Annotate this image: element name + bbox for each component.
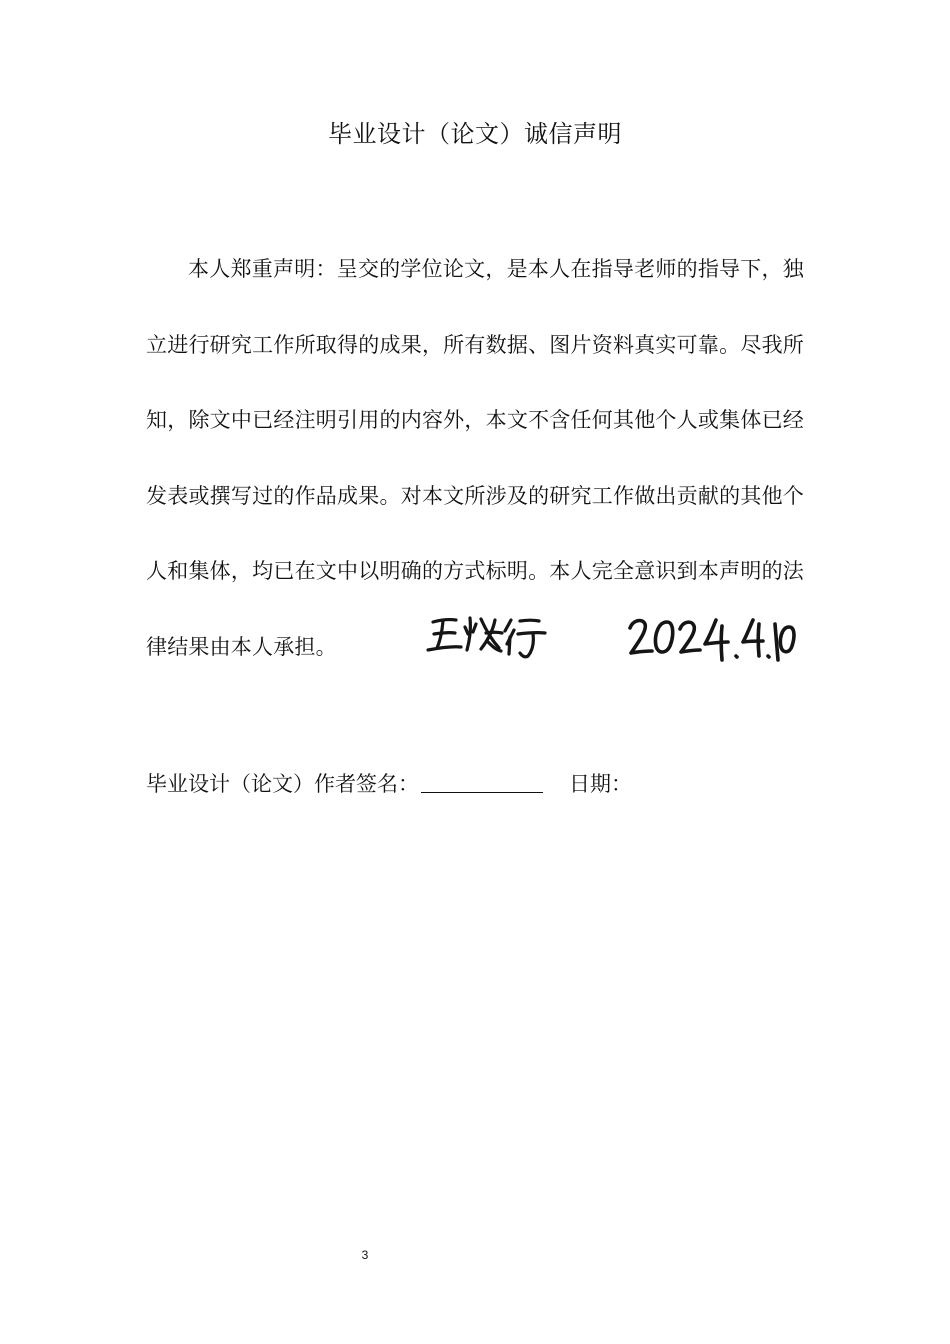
signature-row [146, 769, 806, 801]
date-label: 日期： [569, 772, 632, 796]
page-number: 3 [361, 1248, 369, 1262]
declaration-paragraph: 本人郑重声明：呈交的学位论文，是本人在指导老师的指导下，独立进行研究工作所取得的成果，所有数据、图片资料真实可靠。尽我所知，除文中已经注明引用的内容外，本文不含任何其他个人或集体已经发表或撰写过的作品成果。对本文所涉及的研究工作做出贡献的其他个人和集体，均已在文中以明确的方式标明。本人完全意识到本声明的法律结果由本人承担。 [146, 257, 804, 659]
signature-label: 毕业设计（论文）作者签名： [146, 772, 419, 796]
handwritten-date [626, 612, 798, 664]
page-title: 毕业设计（论文）诚信声明 [328, 120, 622, 148]
handwritten-signature [425, 610, 555, 660]
signature-line[interactable] [421, 769, 543, 793]
